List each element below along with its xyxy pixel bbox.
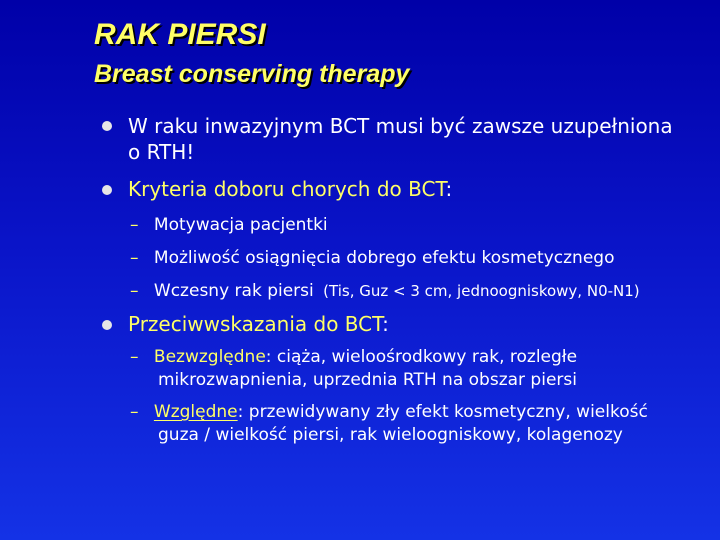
subitem-wczesny-rak — [130, 279, 640, 303]
bullet-3-text — [128, 311, 389, 337]
bullet-dot — [102, 121, 112, 131]
bullet-2-label: Kryteria doboru chorych do BCT — [128, 177, 446, 201]
subitem-detail: (Tis, Guz < 3 cm, jednoogniskowy, N0-N1) — [323, 282, 640, 300]
subitem-wzgledne — [130, 400, 648, 424]
subitem-text: Wczesny rak piersi — [153, 281, 314, 301]
bullet-1-line-2: o RTH! — [128, 140, 195, 164]
bullet-3-colon: : — [382, 312, 389, 336]
subitem-text: Możliwość osiągnięcia dobrego efektu kosmetycznego — [153, 248, 615, 268]
subitem-text: Motywacja pacjentki — [153, 215, 328, 235]
subitem-text: : ciąża, wieloośrodkowy rak, rozległe — [265, 347, 578, 367]
subitem-motywacja — [130, 213, 328, 237]
subitem-wzgledne-line-2: guza / wielkość piersi, rak wieloogniskowy, kolagenozy — [158, 425, 623, 445]
dash-marker: – — [130, 347, 139, 367]
subitem-text: : przewidywany zły efekt kosmetyczny, wielkość — [237, 402, 648, 422]
dash-marker: – — [130, 248, 139, 268]
subitem-bezwzgledne — [130, 345, 577, 369]
dash-marker: – — [130, 402, 139, 422]
slide-subtitle: Breast conserving therapy — [94, 60, 410, 88]
bullet-dot — [102, 320, 112, 330]
dash-marker: – — [130, 281, 139, 301]
bullet-2-colon: : — [445, 177, 453, 201]
bullet-dot — [102, 185, 112, 195]
dash-marker: – — [130, 215, 139, 235]
subitem-efekt-kosmetyczny — [130, 246, 614, 270]
slide-title: RAK PIERSI — [94, 18, 266, 51]
subitem-bezwzgledne-line-2: mikrozwapnienia, uprzednia RTH na obszar piersi — [158, 370, 577, 390]
bullet-3-label: Przeciwwskazania do BCT — [128, 312, 383, 336]
subitem-label: Bezwzględne — [153, 347, 266, 367]
bullet-1-line-1: W raku inwazyjnym BCT musi być zawsze uzupełniona — [128, 114, 673, 138]
subitem-label: Względne — [153, 402, 238, 422]
bullet-2-text — [128, 176, 452, 202]
